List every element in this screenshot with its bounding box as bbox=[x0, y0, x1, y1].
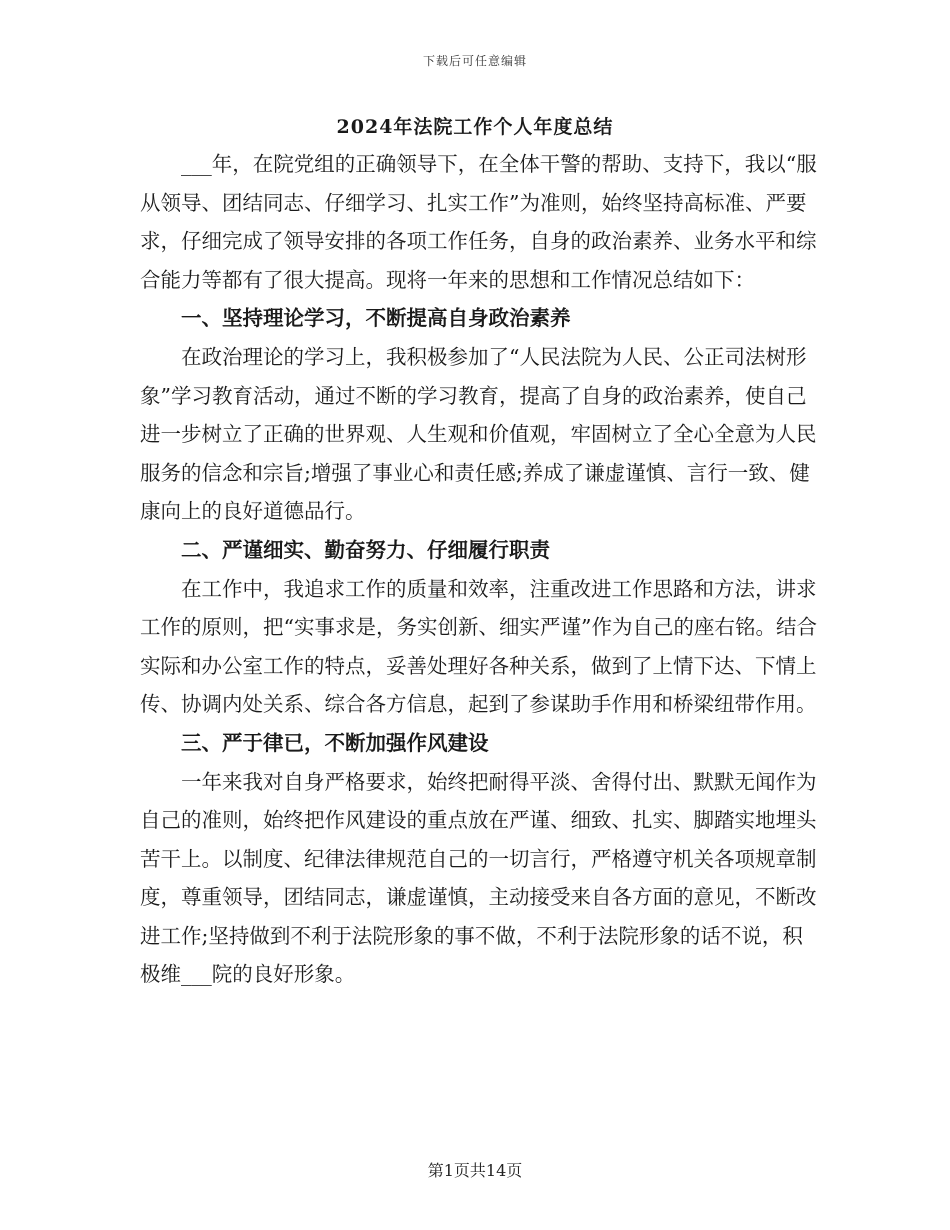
section-paragraph-2: 在工作中，我追求工作的质量和效率，注重改进工作思路和方法，讲求工作的原则，把“实事求是，务实创新、细实严谨”作为自己的座右铭。结合实际和办公室工作的特点，妥善处理好各种关系，做到了上情下达、下情上传、协调内处关系、综合各方信息，起到了参谋助手作用和桥梁纽带作用。 bbox=[140, 576, 817, 717]
page-header-note: 下载后可任意编辑 bbox=[422, 54, 527, 68]
document-title: 2024年法院工作个人年度总结 bbox=[336, 116, 614, 138]
section-heading-1: 一、坚持理论学习，不断提高自身政治素养 bbox=[181, 306, 571, 331]
section-paragraph-3: 一年来我对自身严格要求，始终把耐得平淡、舍得付出、默默无闻作为自己的准则，始终把作风建设的重点放在严谨、细致、扎实、脚踏实地埋头苦干上。以制度、纪律法律规范自己的一切言行，严格遵守机关各项规章制度，尊重领导，团结同志，谦虚谨慎，主动接受来自各方面的意见，不断改进工作;坚持做到不利于法院形象的事不做，不利于法院形象的话不说，积极维___院的良好形象。 bbox=[140, 769, 817, 987]
section-heading-3: 三、严于律已，不断加强作风建设 bbox=[181, 730, 489, 755]
intro-paragraph: ___年，在院党组的正确领导下，在全体干警的帮助、支持下，我以“服从领导、团结同志、仔细学习、扎实工作”为准则，始终坚持高标准、严要求，仔细完成了领导安排的各项工作任务，自身的政治素养、业务水平和综合能力等都有了很大提高。现将一年来的思想和工作情况总结如下： bbox=[140, 152, 817, 292]
page-number: 第1页共14页 bbox=[427, 1161, 523, 1180]
section-paragraph-1: 在政治理论的学习上，我积极参加了“人民法院为人民、公正司法树形象”学习教育活动，通过不断的学习教育，提高了自身的政治素养，使自己进一步树立了正确的世界观、人生观和价值观，牢固树立了全心全意为人民服务的信念和宗旨;增强了事业心和责任感;养成了谦虚谨慎、言行一致、健康向上的良好道德品行。 bbox=[140, 344, 817, 524]
document-body bbox=[140, 145, 820, 994]
section-heading-2: 二、严谨细实、勤奋努力、仔细履行职责 bbox=[181, 537, 550, 562]
